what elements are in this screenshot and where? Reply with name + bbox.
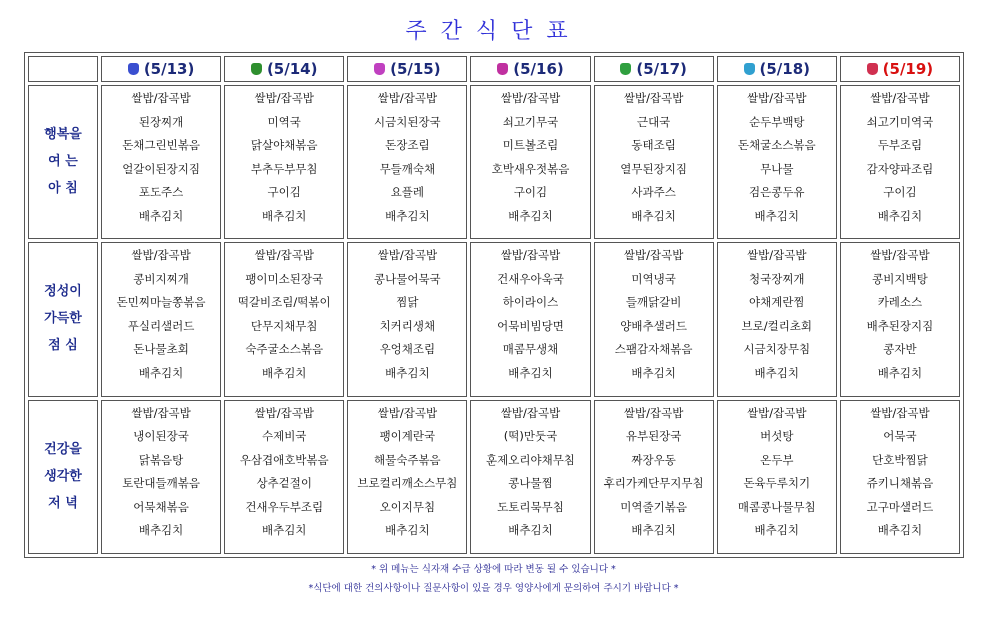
menu-cell-dinner-day-4 <box>594 400 714 554</box>
dish-item: 배추김치 <box>877 365 923 380</box>
dish-item: 도토리묵무침 <box>497 499 564 514</box>
heart-icon <box>867 63 878 75</box>
dish-item: 콩비지찌개 <box>133 271 189 286</box>
menu-cell-lunch-day-1 <box>224 242 344 396</box>
dish-item: 배추김치 <box>138 208 184 223</box>
dish-item: 우삼겹애호박볶음 <box>239 452 329 467</box>
dish-item: 콩비지백탕 <box>872 271 928 286</box>
dish-item: 쌀밥/잡곡밥 <box>131 405 191 420</box>
day-date-label: (5/16) <box>513 60 564 78</box>
menu-cell-lunch-day-3 <box>470 242 590 396</box>
dish-item: 배추김치 <box>138 523 184 538</box>
dish-item: 쌀밥/잡곡밥 <box>377 91 438 105</box>
dish-item: 야채계란찜 <box>749 295 805 310</box>
dish-item: 쌀밥/잡곡밥 <box>500 248 561 263</box>
dish-item: 후리가케단무지무침 <box>603 476 704 491</box>
dish-item: 쌀밥/잡곡밥 <box>254 91 314 105</box>
dish-item: 닭살야채볶음 <box>250 138 318 152</box>
day-date-label: (5/18) <box>759 60 811 78</box>
weekly-menu-table <box>24 52 964 558</box>
meal-label-line: 정성이 <box>44 284 82 300</box>
dish-item: 쇠고기무국 <box>502 114 559 129</box>
dish-item: 배추김치 <box>385 365 430 380</box>
dish-item: 배추김치 <box>631 208 676 223</box>
dish-item: 돈나물초회 <box>133 342 189 357</box>
dish-item: 고구마샐러드 <box>866 499 934 514</box>
menu-cell-breakfast-day-0 <box>101 85 221 239</box>
dish-item: 감자양파조림 <box>866 161 934 176</box>
day-header-row <box>28 56 960 82</box>
menu-cell-dinner-day-2 <box>347 400 467 554</box>
menu-cell-lunch-day-5 <box>717 242 837 396</box>
meal-label-line: 행복을 <box>44 127 82 143</box>
dish-item: 쌀밥/잡곡밥 <box>870 405 930 420</box>
menu-cell-lunch-day-6 <box>840 242 960 396</box>
dish-item: 돈민찌마늘쫑볶음 <box>116 295 206 310</box>
corner-cell <box>28 56 98 82</box>
dish-item: 배추김치 <box>508 365 553 380</box>
dish-item: 훈제오리야채무침 <box>486 452 575 467</box>
meal-row-dinner <box>28 400 960 554</box>
meal-label-line: 건강을 <box>44 441 82 457</box>
dish-item: 하이라이스 <box>502 295 559 310</box>
dish-item: 부추두부무침 <box>250 161 318 176</box>
day-header-5 <box>717 56 837 82</box>
flower-icon <box>374 63 385 75</box>
flower-icon <box>497 63 508 75</box>
dish-item: 쌀밥/잡곡밥 <box>377 248 438 263</box>
dish-item: 쌀밥/잡곡밥 <box>747 91 807 105</box>
dish-item: 상추겉절이 <box>256 476 312 491</box>
dish-item: 돈채그린빈볶음 <box>122 138 200 152</box>
menu-cell-breakfast-day-5 <box>717 85 837 239</box>
dish-item: 열무된장지짐 <box>620 161 687 176</box>
menu-cell-lunch-day-2 <box>347 242 467 396</box>
dish-item: 유부된장국 <box>625 429 682 444</box>
dish-item: 매콤무생채 <box>502 342 559 357</box>
dish-item: 푸실리샐러드 <box>127 318 195 333</box>
clover-icon <box>128 63 139 75</box>
dish-item: 짜장우동 <box>631 452 676 467</box>
cup-icon <box>620 63 631 75</box>
dish-item: 닭볶음탕 <box>138 452 184 467</box>
dish-item: 어묵채볶음 <box>133 499 189 514</box>
day-date-label: (5/15) <box>390 60 441 78</box>
dish-item: 구이김 <box>513 185 548 199</box>
dish-item: 요플레 <box>390 185 425 199</box>
day-date-label: (5/19) <box>882 60 934 78</box>
dish-item: 스팸감자채볶음 <box>614 342 693 357</box>
dish-item: 쌀밥/잡곡밥 <box>377 405 438 420</box>
dish-item: 돈장조림 <box>385 138 430 152</box>
notice-menu-change: * 위 메뉴는 식자재 수급 상황에 따라 변동 될 수 있습니다 * <box>371 564 616 575</box>
dish-item: 미역냉국 <box>631 271 676 286</box>
menu-cell-dinner-day-1 <box>224 400 344 554</box>
dish-item: 콩나물어묵국 <box>374 271 441 286</box>
dish-item: (떡)만둣국 <box>503 429 558 444</box>
meal-label-line: 저 녁 <box>48 495 78 511</box>
dish-item: 배추김치 <box>631 523 676 538</box>
dish-item: 토란대들깨볶음 <box>122 476 200 491</box>
dish-item: 쌀밥/잡곡밥 <box>131 248 191 263</box>
menu-cell-breakfast-day-3 <box>470 85 590 239</box>
dish-item: 된장찌개 <box>138 114 184 129</box>
meal-label-dinner <box>28 400 98 554</box>
dish-item: 미트볼조림 <box>502 138 559 152</box>
dish-item: 시금치된장국 <box>374 114 441 129</box>
dish-item: 오이지무침 <box>379 499 436 514</box>
menu-cell-breakfast-day-4 <box>594 85 714 239</box>
dish-item: 해물숙주볶음 <box>374 452 441 467</box>
meal-label-line: 점 심 <box>48 338 78 354</box>
menu-cell-breakfast-day-2 <box>347 85 467 239</box>
dish-item: 돈채굴소스볶음 <box>737 138 816 152</box>
dish-item: 카레소스 <box>877 295 923 310</box>
dish-item: 무나물 <box>760 161 794 176</box>
dish-item: 팽이미소된장국 <box>245 271 324 286</box>
dish-item: 숙주굴소스볶음 <box>245 342 324 357</box>
dish-item: 쇠고기미역국 <box>866 114 934 129</box>
dish-item: 배추김치 <box>754 523 799 538</box>
dish-item: 배추김치 <box>877 523 923 538</box>
dish-item: 배추김치 <box>508 523 553 538</box>
dish-item: 호박새우젓볶음 <box>491 161 570 176</box>
menu-cell-lunch-day-4 <box>594 242 714 396</box>
dish-item: 근대국 <box>636 114 671 129</box>
menu-cell-dinner-day-5 <box>717 400 837 554</box>
dish-item: 버섯탕 <box>760 429 794 444</box>
dish-item: 온두부 <box>760 452 794 467</box>
dish-item: 얼갈이된장지짐 <box>122 161 200 176</box>
dish-item: 청국장찌개 <box>749 271 805 286</box>
menu-cell-dinner-day-3 <box>470 400 590 554</box>
dish-item: 콩나물찜 <box>508 476 553 491</box>
dish-item: 쌀밥/잡곡밥 <box>870 91 930 105</box>
dish-item: 배추김치 <box>508 208 553 223</box>
dish-item: 배추김치 <box>261 523 307 538</box>
dish-item: 팽이계란국 <box>379 429 436 444</box>
menu-cell-breakfast-day-1 <box>224 85 344 239</box>
day-date-label: (5/17) <box>636 60 687 78</box>
day-date-label: (5/14) <box>266 60 318 78</box>
dish-item: 배추김치 <box>754 208 799 223</box>
dish-item: 미역줄기볶음 <box>620 499 687 514</box>
notice-contact-dietitian: *식단에 대한 건의사항이나 질문사항이 있을 경우 영양사에게 문의하여 주시기 바랍니다 * <box>308 583 679 594</box>
dish-item: 배추김치 <box>754 365 799 380</box>
dish-item: 쌀밥/잡곡밥 <box>623 91 684 105</box>
leaf-icon <box>251 63 262 75</box>
dish-item: 배추김치 <box>261 208 307 223</box>
dish-item: 구이김 <box>267 185 301 199</box>
dish-item: 쌀밥/잡곡밥 <box>747 248 807 263</box>
dish-item: 쌀밥/잡곡밥 <box>870 248 930 263</box>
dish-item: 쌀밥/잡곡밥 <box>500 405 561 420</box>
dish-item: 배추된장지짐 <box>866 318 934 333</box>
day-header-4 <box>594 56 714 82</box>
dish-item: 단호박찜닭 <box>872 452 928 467</box>
dish-item: 쥬키니채볶음 <box>866 476 934 491</box>
dish-item: 검은콩두유 <box>749 185 805 199</box>
dish-item: 건새우아욱국 <box>497 271 564 286</box>
dish-item: 무들깨숙채 <box>379 161 436 176</box>
dish-item: 배추김치 <box>385 208 430 223</box>
dish-item: 사과주스 <box>631 185 676 199</box>
meal-row-lunch <box>28 242 960 396</box>
meal-label-breakfast <box>28 85 98 239</box>
dish-item: 단무지채무침 <box>250 318 318 333</box>
meal-label-line: 아 침 <box>48 181 78 197</box>
dish-item: 콩자반 <box>883 342 917 357</box>
dish-item: 쌀밥/잡곡밥 <box>747 405 807 420</box>
dish-item: 두부조림 <box>877 138 923 152</box>
menu-cell-dinner-day-0 <box>101 400 221 554</box>
menu-cell-lunch-day-0 <box>101 242 221 396</box>
dish-item: 포도주스 <box>138 185 184 199</box>
dish-item: 쌀밥/잡곡밥 <box>254 405 314 420</box>
meal-label-line: 가득한 <box>44 311 82 327</box>
dish-item: 쌀밥/잡곡밥 <box>254 248 314 263</box>
menu-cell-dinner-day-6 <box>840 400 960 554</box>
dish-item: 냉이된장국 <box>133 429 189 444</box>
dish-item: 수제비국 <box>261 429 307 444</box>
day-header-3 <box>470 56 590 82</box>
dish-item: 쌀밥/잡곡밥 <box>623 405 684 420</box>
dish-item: 브로/컬리초회 <box>741 318 813 333</box>
menu-body <box>28 85 960 554</box>
dish-item: 동태조림 <box>631 138 676 152</box>
day-date-label: (5/13) <box>143 60 195 78</box>
day-header-2 <box>347 56 467 82</box>
dish-item: 돈육두루치기 <box>743 476 811 491</box>
day-header-6 <box>840 56 960 82</box>
meal-label-lunch <box>28 242 98 396</box>
dish-item: 양배추샐러드 <box>620 318 687 333</box>
dish-item: 떡갈비조림/떡볶이 <box>237 295 331 310</box>
dish-item: 찜닭 <box>396 295 419 310</box>
dish-item: 들깨닭갈비 <box>625 295 682 310</box>
dish-item: 미역국 <box>267 114 301 129</box>
dish-item: 브로컬리깨소스무침 <box>357 476 458 491</box>
meal-label-line: 생각한 <box>44 468 82 484</box>
dish-item: 쌀밥/잡곡밥 <box>131 91 191 105</box>
dish-item: 배추김치 <box>261 365 307 380</box>
dish-item: 어묵국 <box>883 429 917 444</box>
day-header-0 <box>101 56 221 82</box>
dish-item: 우엉채조림 <box>379 342 436 357</box>
drop-icon <box>744 63 755 75</box>
dish-item: 구이김 <box>883 185 917 199</box>
dish-item: 시금치장무침 <box>743 342 811 357</box>
day-header-1 <box>224 56 344 82</box>
dish-item: 쌀밥/잡곡밥 <box>500 91 561 105</box>
page-title: 주간식단표 <box>405 19 582 44</box>
dish-item: 배추김치 <box>877 208 923 223</box>
meal-row-breakfast <box>28 85 960 239</box>
dish-item: 배추김치 <box>385 523 430 538</box>
dish-item: 매콤콩나물무침 <box>737 499 816 514</box>
dish-item: 쌀밥/잡곡밥 <box>623 248 684 263</box>
dish-item: 배추김치 <box>631 365 676 380</box>
dish-item: 순두부백탕 <box>749 114 805 129</box>
dish-item: 배추김치 <box>138 365 184 380</box>
dish-item: 건새우두부조림 <box>245 499 324 514</box>
meal-label-line: 여 는 <box>48 154 78 170</box>
dish-item: 어묵비빔당면 <box>497 318 564 333</box>
dish-item: 치커리생채 <box>379 318 436 333</box>
menu-cell-breakfast-day-6 <box>840 85 960 239</box>
